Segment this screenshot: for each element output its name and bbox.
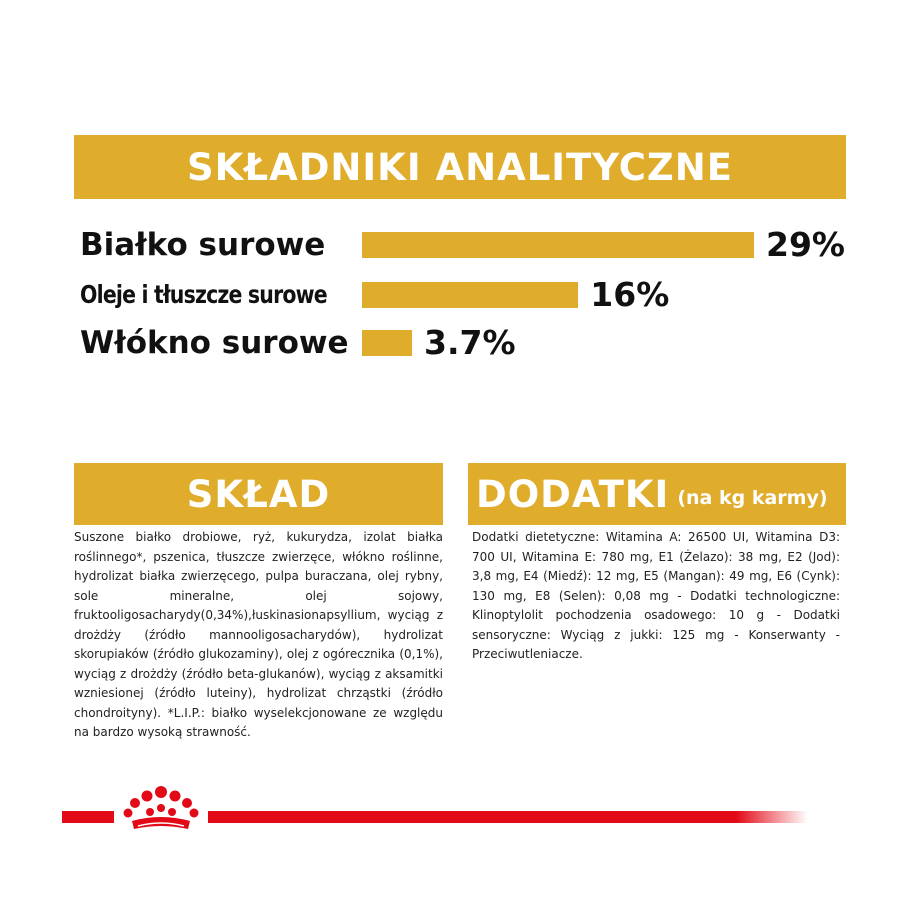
nutrient-row-protein: [0, 222, 922, 268]
royal-canin-crown-icon: [116, 783, 206, 835]
nutrient-label: Białko surowe: [80, 227, 326, 263]
nutrient-bar: [362, 232, 754, 258]
additives-heading: [468, 463, 846, 525]
nutrient-value: 29%: [766, 225, 845, 264]
additives-text: Dodatki dietetyczne: Witamina A: 26500 UI, Witamina D3: 700 UI, Witamina E: 780 mg, E1 (Żelazo): 38 mg, E2 (Jod): 3,8 mg, E4 (Miedź): 12 mg, E5 (Mangan): 49 mg, E6 (Cynk): 130 mg, E8 (Selen): 0,08 mg - Dodatki technologiczne: Klinoptylolit pochodzenia osadowego: 10 g - Dodatki sensoryczne: Wyciąg z jukki: 125 mg - Konserwanty - Przeciwutleniacze.: [472, 530, 840, 661]
composition-text: Suszone białko drobiowe, ryż, kukurydza, izolat białka roślinnego*, pszenica, tłuszcze zwierzęce, włókno roślinne, hydrolizat białka zwierzęcego, pulpa buraczana, olej rybny, sole mineralne, olej sojowy, fruktooligosacharydy(0,34%),łuskinasionapsyllium, wyciąg z drożdży (źródło mannooligosacharydów), hydrolizat skorupiaków (źródło glukozaminy), olej z ogórecznika (0,1%), wyciąg z drożdży (źródło beta-glukanów), wyciąg z aksamitki wzniesionej (źródło luteiny), hydrolizat chrząstki (źródło chondroityny). *L.I.P.: białko wyselekcjonowane ze względu na bardzo wysoką strawność.: [74, 530, 443, 739]
nutrient-bar: [362, 282, 578, 308]
nutrient-bar: [362, 330, 412, 356]
additives-title: DODATKI: [476, 472, 670, 516]
additives-subtitle: (na kg karmy): [677, 487, 828, 509]
nutrient-label: Oleje i tłuszcze surowe: [80, 280, 327, 309]
analytic-heading: SKŁADNIKI ANALITYCZNE: [74, 135, 846, 199]
nutrient-value: 16%: [590, 275, 670, 314]
nutrient-row-fat: [0, 272, 922, 318]
brand-rule-left: [62, 811, 114, 823]
brand-rule-right: [208, 811, 808, 823]
nutrient-value: 3.7%: [424, 323, 516, 362]
nutrient-label: Włókno surowe: [80, 325, 349, 361]
composition-heading: SKŁAD: [74, 463, 443, 525]
nutrient-row-fibre: [0, 320, 922, 366]
